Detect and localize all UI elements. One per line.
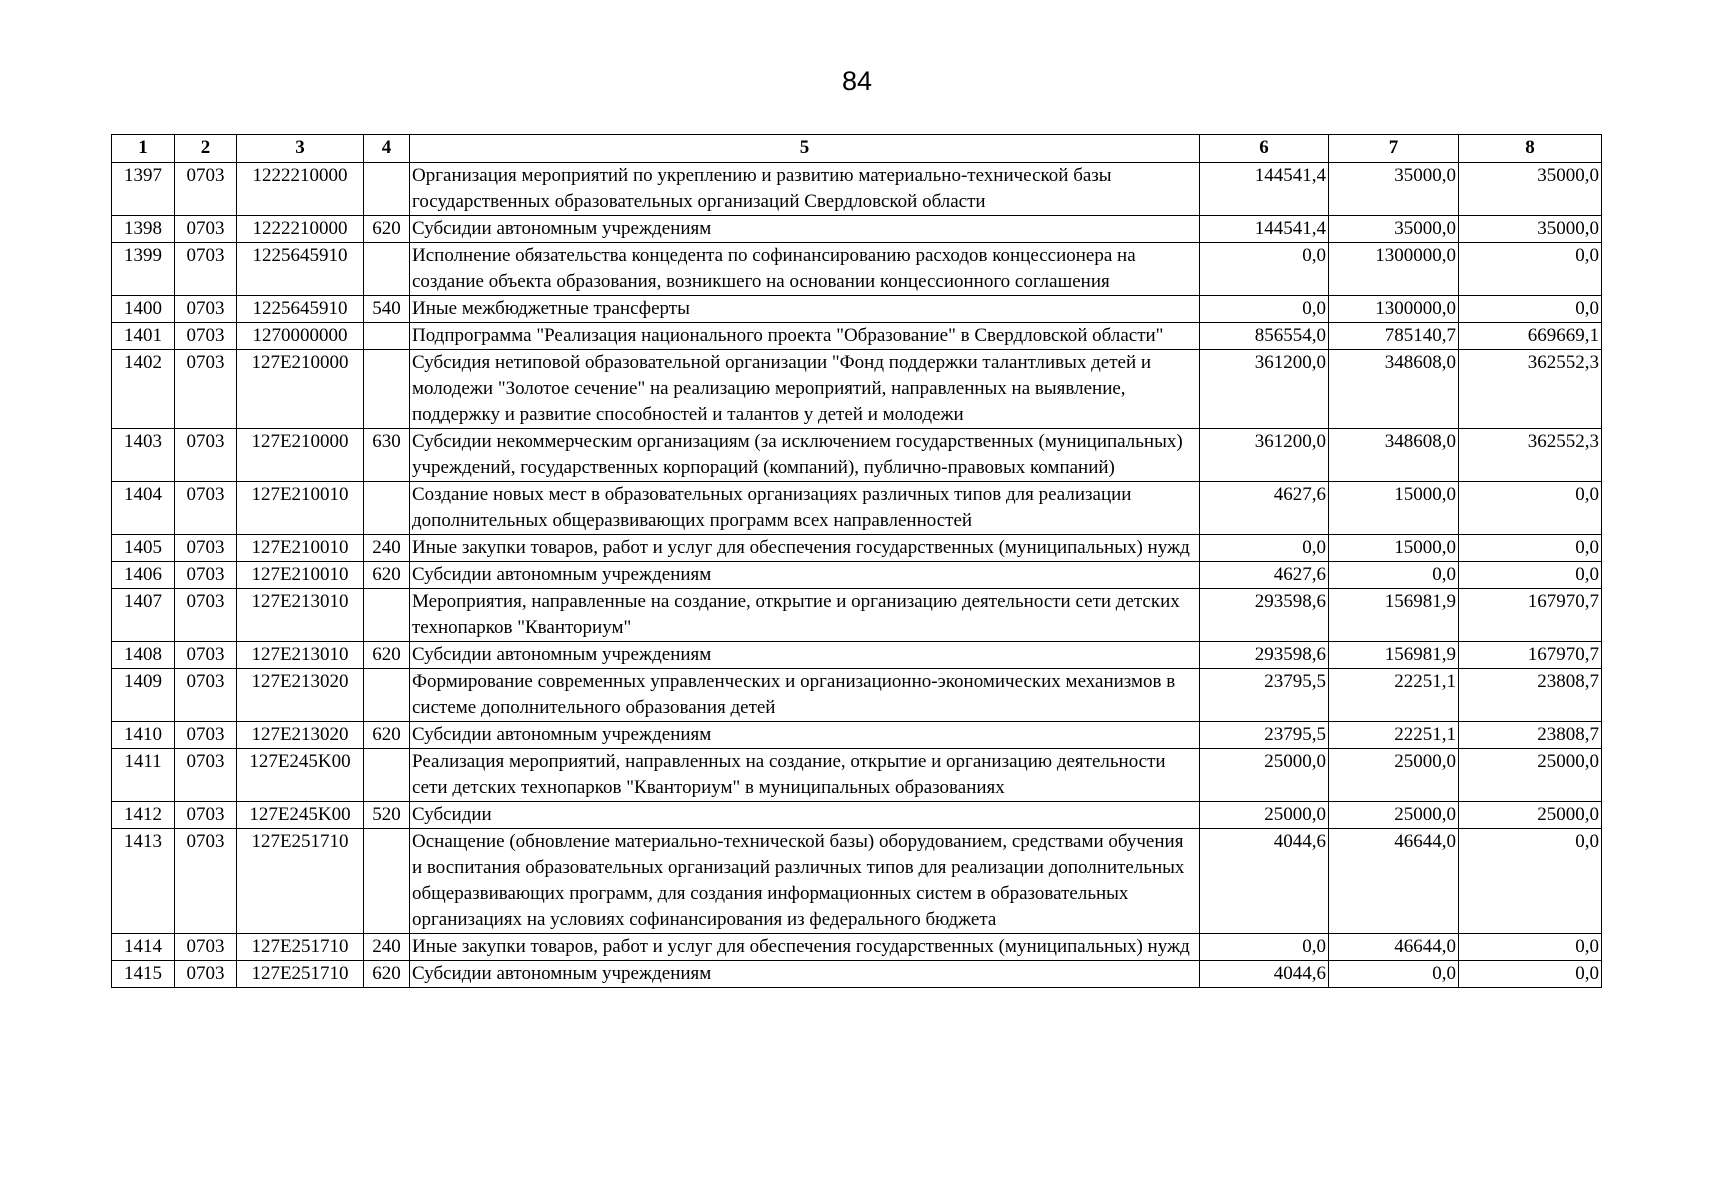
row-number: 1398 xyxy=(112,216,175,243)
table-row xyxy=(112,482,1602,535)
amount-col-7: 46644,0 xyxy=(1329,934,1459,961)
amount-col-6: 361200,0 xyxy=(1200,350,1329,429)
row-number: 1399 xyxy=(112,243,175,296)
amount-col-7: 785140,7 xyxy=(1329,323,1459,350)
amount-col-7: 1300000,0 xyxy=(1329,296,1459,323)
section-code: 0703 xyxy=(175,482,237,535)
expense-type xyxy=(364,163,410,216)
section-code: 0703 xyxy=(175,296,237,323)
amount-col-7: 35000,0 xyxy=(1329,216,1459,243)
header-col-7: 7 xyxy=(1329,135,1459,163)
amount-col-6: 4627,6 xyxy=(1200,482,1329,535)
amount-col-8: 362552,3 xyxy=(1459,350,1602,429)
section-code: 0703 xyxy=(175,589,237,642)
row-description: Формирование современных управленческих и организационно-экономических механизмов в системе дополнительного образования детей xyxy=(410,669,1200,722)
section-code: 0703 xyxy=(175,722,237,749)
target-code: 127E245K00 xyxy=(237,802,364,829)
amount-col-8: 25000,0 xyxy=(1459,749,1602,802)
target-code: 127E251710 xyxy=(237,961,364,988)
table-row xyxy=(112,961,1602,988)
amount-col-8: 362552,3 xyxy=(1459,429,1602,482)
budget-table xyxy=(111,134,1602,988)
target-code: 127E213010 xyxy=(237,642,364,669)
table-row xyxy=(112,642,1602,669)
target-code: 127E245K00 xyxy=(237,749,364,802)
target-code: 127E210000 xyxy=(237,429,364,482)
amount-col-8: 0,0 xyxy=(1459,296,1602,323)
expense-type xyxy=(364,829,410,934)
expense-type: 630 xyxy=(364,429,410,482)
expense-type xyxy=(364,589,410,642)
section-code: 0703 xyxy=(175,934,237,961)
section-code: 0703 xyxy=(175,429,237,482)
amount-col-8: 0,0 xyxy=(1459,829,1602,934)
row-description: Мероприятия, направленные на создание, открытие и организацию деятельности сети детских технопарков "Кванториум" xyxy=(410,589,1200,642)
table-row xyxy=(112,216,1602,243)
amount-col-6: 4044,6 xyxy=(1200,829,1329,934)
row-description: Реализация мероприятий, направленных на создание, открытие и организацию деятельности сети детских технопарков "Кванториум" в муниципальных образованиях xyxy=(410,749,1200,802)
row-description: Иные межбюджетные трансферты xyxy=(410,296,1200,323)
table-row xyxy=(112,722,1602,749)
section-code: 0703 xyxy=(175,216,237,243)
row-number: 1415 xyxy=(112,961,175,988)
expense-type: 240 xyxy=(364,934,410,961)
table-row xyxy=(112,562,1602,589)
amount-col-6: 0,0 xyxy=(1200,243,1329,296)
amount-col-8: 669669,1 xyxy=(1459,323,1602,350)
table-row xyxy=(112,163,1602,216)
row-description: Иные закупки товаров, работ и услуг для обеспечения государственных (муниципальных) нужд xyxy=(410,535,1200,562)
amount-col-7: 15000,0 xyxy=(1329,482,1459,535)
target-code: 1225645910 xyxy=(237,296,364,323)
section-code: 0703 xyxy=(175,802,237,829)
amount-col-7: 22251,1 xyxy=(1329,722,1459,749)
section-code: 0703 xyxy=(175,350,237,429)
table-row xyxy=(112,323,1602,350)
header-col-2: 2 xyxy=(175,135,237,163)
amount-col-6: 0,0 xyxy=(1200,296,1329,323)
amount-col-8: 23808,7 xyxy=(1459,722,1602,749)
amount-col-7: 35000,0 xyxy=(1329,163,1459,216)
amount-col-6: 144541,4 xyxy=(1200,216,1329,243)
amount-col-6: 293598,6 xyxy=(1200,589,1329,642)
section-code: 0703 xyxy=(175,749,237,802)
table-row xyxy=(112,429,1602,482)
amount-col-6: 25000,0 xyxy=(1200,802,1329,829)
amount-col-8: 0,0 xyxy=(1459,243,1602,296)
row-number: 1400 xyxy=(112,296,175,323)
header-row xyxy=(112,135,1602,163)
table-row xyxy=(112,749,1602,802)
amount-col-7: 156981,9 xyxy=(1329,642,1459,669)
section-code: 0703 xyxy=(175,642,237,669)
target-code: 127E251710 xyxy=(237,934,364,961)
row-number: 1411 xyxy=(112,749,175,802)
amount-col-8: 35000,0 xyxy=(1459,216,1602,243)
target-code: 1225645910 xyxy=(237,243,364,296)
target-code: 127E210010 xyxy=(237,535,364,562)
amount-col-6: 0,0 xyxy=(1200,535,1329,562)
amount-col-6: 361200,0 xyxy=(1200,429,1329,482)
row-number: 1402 xyxy=(112,350,175,429)
row-number: 1405 xyxy=(112,535,175,562)
target-code: 127E213020 xyxy=(237,669,364,722)
section-code: 0703 xyxy=(175,961,237,988)
row-description: Субсидии автономным учреждениям xyxy=(410,562,1200,589)
expense-type xyxy=(364,350,410,429)
row-number: 1407 xyxy=(112,589,175,642)
amount-col-6: 25000,0 xyxy=(1200,749,1329,802)
amount-col-8: 23808,7 xyxy=(1459,669,1602,722)
amount-col-6: 293598,6 xyxy=(1200,642,1329,669)
row-number: 1409 xyxy=(112,669,175,722)
table-row xyxy=(112,934,1602,961)
section-code: 0703 xyxy=(175,669,237,722)
amount-col-8: 35000,0 xyxy=(1459,163,1602,216)
table-body xyxy=(112,163,1602,988)
target-code: 1222210000 xyxy=(237,163,364,216)
target-code: 127E210010 xyxy=(237,482,364,535)
row-number: 1412 xyxy=(112,802,175,829)
row-description: Создание новых мест в образовательных организациях различных типов для реализации дополнительных общеразвивающих программ всех направленностей xyxy=(410,482,1200,535)
expense-type: 620 xyxy=(364,216,410,243)
page-number: 84 xyxy=(841,66,873,96)
row-description: Иные закупки товаров, работ и услуг для обеспечения государственных (муниципальных) нужд xyxy=(410,934,1200,961)
row-description: Организация мероприятий по укреплению и развитию материально-технической базы государственных образовательных организаций Свердловской области xyxy=(410,163,1200,216)
amount-col-6: 144541,4 xyxy=(1200,163,1329,216)
section-code: 0703 xyxy=(175,323,237,350)
amount-col-6: 856554,0 xyxy=(1200,323,1329,350)
expense-type: 620 xyxy=(364,642,410,669)
table-row xyxy=(112,535,1602,562)
row-description: Субсидия нетиповой образовательной организации "Фонд поддержки талантливых детей и молодежи "Золотое сечение" на реализацию мероприятий, направленных на выявление, поддержку и развитие способностей и талантов у детей и молодежи xyxy=(410,350,1200,429)
amount-col-7: 46644,0 xyxy=(1329,829,1459,934)
amount-col-8: 167970,7 xyxy=(1459,589,1602,642)
amount-col-7: 0,0 xyxy=(1329,961,1459,988)
row-number: 1408 xyxy=(112,642,175,669)
row-number: 1410 xyxy=(112,722,175,749)
expense-type: 620 xyxy=(364,961,410,988)
amount-col-7: 348608,0 xyxy=(1329,350,1459,429)
amount-col-7: 1300000,0 xyxy=(1329,243,1459,296)
row-number: 1403 xyxy=(112,429,175,482)
section-code: 0703 xyxy=(175,829,237,934)
header-col-6: 6 xyxy=(1200,135,1329,163)
table-row xyxy=(112,669,1602,722)
expense-type: 520 xyxy=(364,802,410,829)
expense-type xyxy=(364,323,410,350)
header-col-8: 8 xyxy=(1459,135,1602,163)
expense-type: 540 xyxy=(364,296,410,323)
amount-col-8: 0,0 xyxy=(1459,562,1602,589)
amount-col-6: 0,0 xyxy=(1200,934,1329,961)
section-code: 0703 xyxy=(175,562,237,589)
row-number: 1397 xyxy=(112,163,175,216)
expense-type: 240 xyxy=(364,535,410,562)
amount-col-8: 0,0 xyxy=(1459,961,1602,988)
header-col-1: 1 xyxy=(112,135,175,163)
target-code: 127E251710 xyxy=(237,829,364,934)
header-col-5: 5 xyxy=(410,135,1200,163)
row-description: Субсидии автономным учреждениям xyxy=(410,961,1200,988)
expense-type: 620 xyxy=(364,562,410,589)
amount-col-8: 167970,7 xyxy=(1459,642,1602,669)
amount-col-8: 0,0 xyxy=(1459,535,1602,562)
amount-col-7: 22251,1 xyxy=(1329,669,1459,722)
target-code: 127E210010 xyxy=(237,562,364,589)
table-row xyxy=(112,802,1602,829)
table-header xyxy=(112,135,1602,163)
header-col-4: 4 xyxy=(364,135,410,163)
amount-col-7: 156981,9 xyxy=(1329,589,1459,642)
table-row xyxy=(112,296,1602,323)
row-description: Подпрограмма "Реализация национального проекта "Образование" в Свердловской области" xyxy=(410,323,1200,350)
section-code: 0703 xyxy=(175,243,237,296)
row-description: Субсидии автономным учреждениям xyxy=(410,216,1200,243)
section-code: 0703 xyxy=(175,535,237,562)
row-number: 1413 xyxy=(112,829,175,934)
amount-col-7: 25000,0 xyxy=(1329,802,1459,829)
target-code: 1270000000 xyxy=(237,323,364,350)
amount-col-8: 0,0 xyxy=(1459,482,1602,535)
amount-col-6: 4044,6 xyxy=(1200,961,1329,988)
amount-col-6: 4627,6 xyxy=(1200,562,1329,589)
expense-type: 620 xyxy=(364,722,410,749)
target-code: 127E213010 xyxy=(237,589,364,642)
amount-col-8: 0,0 xyxy=(1459,934,1602,961)
amount-col-7: 348608,0 xyxy=(1329,429,1459,482)
amount-col-6: 23795,5 xyxy=(1200,669,1329,722)
header-col-3: 3 xyxy=(237,135,364,163)
section-code: 0703 xyxy=(175,163,237,216)
target-code: 127E213020 xyxy=(237,722,364,749)
row-number: 1414 xyxy=(112,934,175,961)
amount-col-7: 0,0 xyxy=(1329,562,1459,589)
row-description: Субсидии xyxy=(410,802,1200,829)
expense-type xyxy=(364,482,410,535)
expense-type xyxy=(364,669,410,722)
expense-type xyxy=(364,749,410,802)
row-description: Субсидии автономным учреждениям xyxy=(410,722,1200,749)
amount-col-7: 15000,0 xyxy=(1329,535,1459,562)
table-row xyxy=(112,243,1602,296)
expense-type xyxy=(364,243,410,296)
row-description: Субсидии некоммерческим организациям (за исключением государственных (муниципальных) учреждений, государственных корпораций (компаний), публично-правовых компаний) xyxy=(410,429,1200,482)
target-code: 127E210000 xyxy=(237,350,364,429)
row-description: Субсидии автономным учреждениям xyxy=(410,642,1200,669)
row-description: Оснащение (обновление материально-технической базы) оборудованием, средствами обучения и воспитания образовательных организаций различных типов для реализации дополнительных общеразвивающих программ, для создания информационных систем в образовательных организациях на условиях софинансирования из федерального бюджета xyxy=(410,829,1200,934)
table-row xyxy=(112,829,1602,934)
row-number: 1404 xyxy=(112,482,175,535)
amount-col-7: 25000,0 xyxy=(1329,749,1459,802)
row-number: 1401 xyxy=(112,323,175,350)
target-code: 1222210000 xyxy=(237,216,364,243)
amount-col-6: 23795,5 xyxy=(1200,722,1329,749)
table-row xyxy=(112,589,1602,642)
row-number: 1406 xyxy=(112,562,175,589)
amount-col-8: 25000,0 xyxy=(1459,802,1602,829)
row-description: Исполнение обязательства концедента по софинансированию расходов концессионера на создание объекта образования, возникшего на основании концессионного соглашения xyxy=(410,243,1200,296)
table-row xyxy=(112,350,1602,429)
